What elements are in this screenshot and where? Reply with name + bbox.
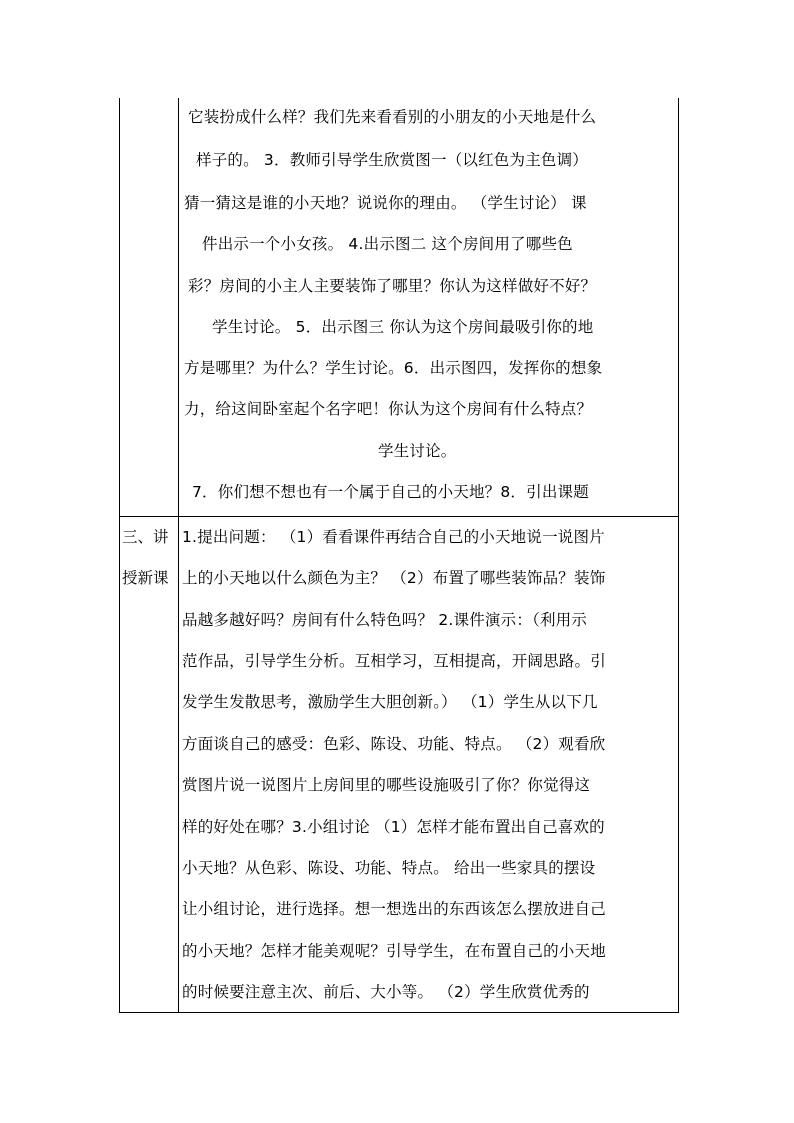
- row2-line-8: 样的好处在哪？3.小组讨论 （1）怎样才能布置出自己喜欢的: [182, 818, 605, 836]
- row1-line-10: 7．你们想不想也有一个属于自己的小天地？8．引出课题: [192, 483, 589, 501]
- row1-line-4: 件出示一个小女孩。 4.出示图二 这个房间用了哪些色: [202, 235, 573, 253]
- row1-line-3: 猜一猜这是谁的小天地？说说你的理由。 （学生讨论） 课: [184, 194, 587, 212]
- row2-line-12: 的时候要注意主次、前后、大小等。 （2）学生欣赏优秀的: [182, 983, 590, 1001]
- row1-line-1: 它装扮成什么样？我们先来看看别的小朋友的小天地是什么: [188, 108, 597, 126]
- row2-line-3: 品越多越好吗？房间有什么特色吗？ 2.课件演示：（利用示: [182, 611, 588, 629]
- table-border-bottom: [119, 1012, 679, 1013]
- row2-line-9: 小天地？从色彩、陈设、功能、特点。 给出一些家具的摆设: [182, 859, 596, 877]
- table-column-divider: [178, 98, 179, 1013]
- row1-line-5: 彩？房间的小主人主要装饰了哪里？你认为这样做好不好？: [188, 277, 597, 295]
- row2-line-5: 发学生发散思考，激励学生大胆创新。） （1）学生从以下几: [182, 693, 598, 711]
- row2-label-line-2: 授新课: [122, 569, 169, 587]
- row2-line-11: 的小天地？怎样才能美观呢？引导学生，在布置自己的小天地: [182, 942, 606, 960]
- row-divider: [119, 516, 679, 517]
- row2-line-2: 上的小天地以什么颜色为主？ （2）布置了哪些装饰品？装饰: [182, 569, 606, 587]
- row1-line-6: 学生讨论。 5．出示图三 你认为这个房间最吸引你的地: [212, 318, 594, 336]
- row1-line-7: 方是哪里？为什么？学生讨论。6．出示图四，发挥你的想象: [184, 359, 603, 377]
- row1-line-8: 力，给这间卧室起个名字吧！你认为这个房间有什么特点？: [184, 400, 593, 418]
- table-border-left: [119, 98, 120, 1013]
- row2-line-7: 赏图片说一说图片上房间里的哪些设施吸引了你？你觉得这: [182, 776, 591, 794]
- row1-line-9: 学生讨论。: [378, 442, 457, 460]
- row2-line-1: 1.提出问题： （1）看看课件再结合自己的小天地说一说图片: [182, 528, 605, 546]
- row2-line-10: 让小组讨论，进行选择。想一想选出的东西该怎么摆放进自己: [182, 900, 606, 918]
- table-border-right: [678, 98, 679, 1013]
- row2-label-line-1: 三、讲: [122, 528, 169, 546]
- row1-line-2: 样子的。 3．教师引导学生欣赏图一（以红色为主色调）: [196, 151, 588, 169]
- row2-line-6: 方面谈自己的感受：色彩、陈设、功能、特点。 （2）观看欣: [182, 735, 606, 753]
- row2-line-4: 范作品，引导学生分析。互相学习，互相提高，开阔思路。引: [182, 652, 606, 670]
